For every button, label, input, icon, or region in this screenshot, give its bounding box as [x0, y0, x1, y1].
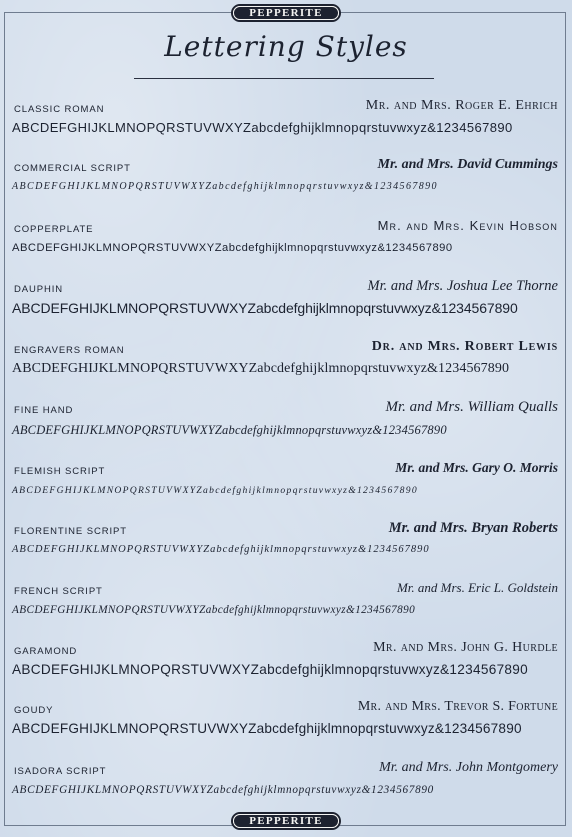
style-row-isadora-script: [12, 760, 558, 816]
sample-name: Mr. and Mrs. John G. Hurdle: [373, 640, 558, 655]
sample-name: Mr. and Mrs. John Montgomery: [379, 760, 558, 775]
sample-name: Mr. and Mrs. Trevor S. Fortune: [357, 699, 558, 714]
style-name: FLEMISH SCRIPT: [14, 466, 106, 477]
style-name: CLASSIC ROMAN: [14, 104, 105, 115]
sample-name: Mr. and Mrs. William Qualls: [385, 399, 558, 415]
style-name: FINE HAND: [14, 405, 74, 416]
style-row-flemish-script: [12, 460, 558, 516]
style-name: COPPERPLATE: [14, 224, 94, 235]
brand-logo-text: PEPPERITE: [233, 814, 339, 828]
style-name: DAUPHIN: [14, 284, 64, 295]
sample-name: Mr. and Mrs. David Cummings: [377, 157, 558, 172]
page-title: Lettering Styles: [164, 30, 408, 63]
style-name: GOUDY: [14, 705, 54, 716]
style-name: FRENCH SCRIPT: [14, 586, 103, 597]
style-row-goudy: [12, 699, 558, 755]
alphabet-sample: ABCDEFGHIJKLMNOPQRSTUVWXYZabcdefghijklmnopqrstuvwxyz&1234567890: [12, 721, 522, 736]
alphabet-sample: ABCDEFGHIJKLMNOPQRSTUVWXYZabcdefghijklmnopqrstuvwxyz&1234567890: [12, 423, 447, 437]
style-row-commercial-script: [12, 157, 558, 213]
style-name: ISADORA SCRIPT: [14, 766, 107, 777]
alphabet-sample: ABCDEFGHIJKLMNOPQRSTUVWXYZabcdefghijklmnopqrstuvwxyz&1234567890: [12, 300, 518, 316]
alphabet-sample: ABCDEFGHIJKLMNOPQRSTUVWXYZabcdefghijklmnopqrstuvwxyz&1234567890: [12, 361, 510, 376]
alphabet-sample: ABCDEFGHIJKLMNOPQRSTUVWXYZabcdefghijklmnopqrstuvwxyz&1234567890: [12, 544, 430, 555]
style-name: COMMERCIAL SCRIPT: [14, 163, 131, 174]
brand-logo-text: PEPPERITE: [233, 6, 339, 20]
alphabet-sample: ABCDEFGHIJKLMNOPQRSTUVWXYZabcdefghijklmnopqrstuvwxyz&1234567890: [12, 120, 513, 135]
style-row-copperplate: [12, 218, 558, 274]
sample-name: Dr. and Mrs. Robert Lewis: [371, 339, 558, 354]
alphabet-sample: ABCDEFGHIJKLMNOPQRSTUVWXYZabcdefghijklmnopqrstuvwxyz&1234567890: [12, 604, 416, 616]
style-name: FLORENTINE SCRIPT: [14, 526, 127, 537]
alphabet-sample: ABCDEFGHIJKLMNOPQRSTUVWXYZabcdefghijklmnopqrstuvwxyz&1234567890: [12, 485, 418, 496]
style-row-florentine-script: [12, 520, 558, 576]
style-name: ENGRAVERS ROMAN: [14, 345, 125, 356]
sample-name: Mr. and Mrs. Gary O. Morris: [395, 460, 558, 475]
style-row-engravers-roman: [12, 339, 558, 395]
sample-name: Mr. and Mrs. Joshua Lee Thorne: [367, 278, 558, 294]
brand-badge-bottom: [231, 812, 341, 830]
sample-name: Mr. and Mrs. Bryan Roberts: [388, 520, 558, 536]
style-row-fine-hand: [12, 399, 558, 455]
style-row-dauphin: [12, 278, 558, 334]
alphabet-sample: ABCDEFGHIJKLMNOPQRSTUVWXYZabcdefghijklmnopqrstuvwxyz&1234567890: [12, 662, 529, 677]
alphabet-sample: ABCDEFGHIJKLMNOPQRSTUVWXYZabcdefghijklmnopqrstuvwxyz&1234567890: [12, 181, 438, 192]
sample-name: Mr. and Mrs. Eric L. Goldstein: [396, 580, 558, 595]
style-name: GARAMOND: [14, 646, 78, 657]
style-row-classic-roman: [12, 98, 558, 154]
style-row-garamond: [12, 640, 558, 696]
style-row-french-script: [12, 580, 558, 636]
alphabet-sample: ABCDEFGHIJKLMNOPQRSTUVWXYZabcdefghijklmnopqrstuvwxyz&1234567890: [12, 784, 434, 796]
alphabet-sample: ABCDEFGHIJKLMNOPQRSTUVWXYZabcdefghijklmnopqrstuvwxyz&1234567890: [12, 242, 453, 254]
sample-name: Mr. and Mrs. Roger E. Ehrich: [365, 98, 558, 113]
sample-name: Mr. and Mrs. Kevin Hobson: [377, 218, 558, 233]
